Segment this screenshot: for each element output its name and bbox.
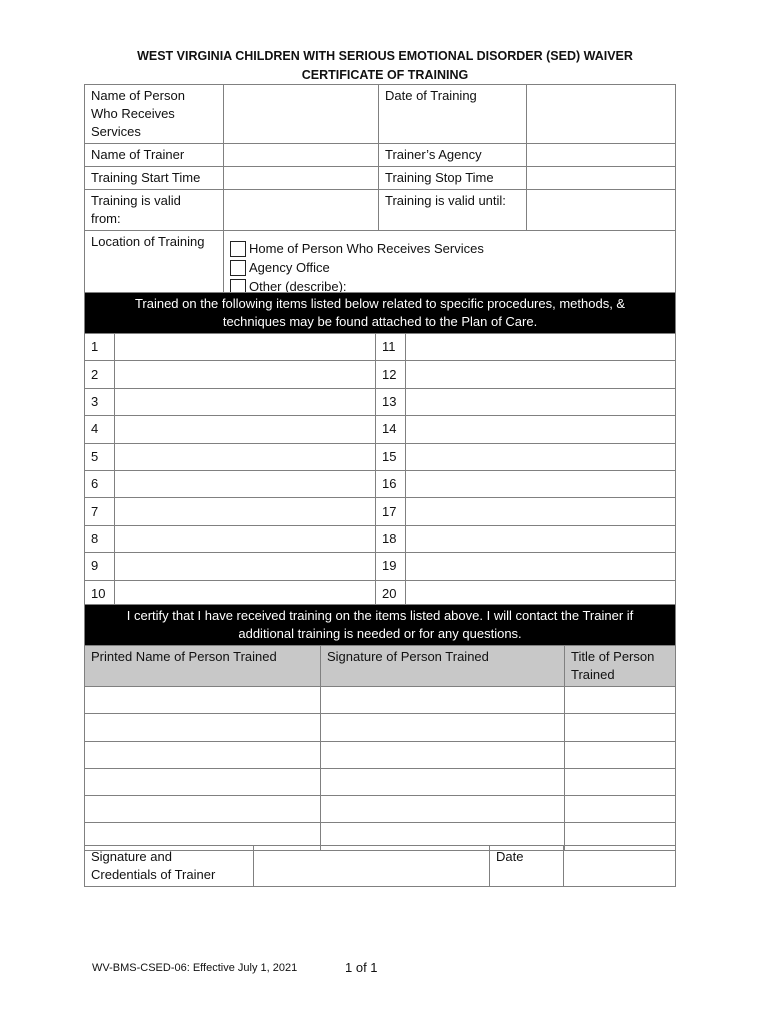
item-number-right: 15 — [376, 443, 406, 470]
trainee-row — [85, 714, 676, 741]
printed-name-field[interactable] — [85, 741, 321, 768]
item-number-left: 7 — [85, 498, 115, 525]
name-of-trainer-label: Name of Trainer — [85, 144, 224, 167]
item-row — [85, 416, 676, 443]
item-field-right[interactable] — [406, 525, 676, 552]
certify-band: I certify that I have received training on the items listed above. I will contact the Trainer if additional training is needed or for any questions. — [85, 605, 676, 646]
printed-name-header: Printed Name of Person Trained — [85, 646, 321, 687]
item-field-right[interactable] — [406, 416, 676, 443]
person-receives-services-label: Name of Person Who Receives Services — [85, 85, 224, 144]
signature-field[interactable] — [321, 714, 565, 741]
printed-name-field[interactable] — [85, 687, 321, 714]
item-number-left: 5 — [85, 443, 115, 470]
person-receives-services-field[interactable] — [224, 85, 379, 144]
printed-name-field[interactable] — [85, 714, 321, 741]
trainer-signature-table — [84, 845, 676, 887]
item-field-left[interactable] — [115, 388, 376, 415]
item-number-left: 2 — [85, 361, 115, 388]
item-number-left: 3 — [85, 388, 115, 415]
signature-field[interactable] — [321, 741, 565, 768]
trainee-row — [85, 768, 676, 795]
page-number: 1 of 1 — [345, 960, 378, 975]
item-number-right: 20 — [376, 580, 406, 607]
item-field-left[interactable] — [115, 443, 376, 470]
item-row — [85, 525, 676, 552]
item-number-left: 4 — [85, 416, 115, 443]
option-home-label: Home of Person Who Receives Services — [249, 240, 484, 256]
item-field-left[interactable] — [115, 416, 376, 443]
trainers-agency-label: Trainer’s Agency — [379, 144, 527, 167]
trainer-signature-field[interactable] — [254, 846, 490, 887]
form-title: WEST VIRGINIA CHILDREN WITH SERIOUS EMOTIONAL DISORDER (SED) WAIVER — [137, 49, 633, 63]
title-field[interactable] — [565, 796, 676, 823]
item-field-left[interactable] — [115, 470, 376, 497]
item-number-left: 1 — [85, 334, 115, 361]
name-of-trainer-field[interactable] — [224, 144, 379, 167]
training-info-table — [84, 84, 676, 304]
item-field-left[interactable] — [115, 361, 376, 388]
trainee-row — [85, 741, 676, 768]
trainee-row — [85, 687, 676, 714]
printed-name-field[interactable] — [85, 768, 321, 795]
training-items-table — [84, 292, 676, 608]
item-row — [85, 334, 676, 361]
signature-field[interactable] — [321, 687, 565, 714]
item-field-right[interactable] — [406, 388, 676, 415]
item-row — [85, 361, 676, 388]
option-other-label: Other (describe): _____ — [249, 278, 387, 294]
item-number-right: 17 — [376, 498, 406, 525]
item-number-right: 11 — [376, 334, 406, 361]
form-code-footer: WV-BMS-CSED-06: Effective July 1, 2021 — [92, 962, 298, 974]
item-field-left[interactable] — [115, 525, 376, 552]
item-number-left: 8 — [85, 525, 115, 552]
valid-from-label: Training is valid from: — [85, 190, 224, 231]
valid-from-field[interactable] — [224, 190, 379, 231]
training-stop-time-field[interactable] — [527, 167, 676, 190]
item-number-right: 14 — [376, 416, 406, 443]
item-field-right[interactable] — [406, 334, 676, 361]
trainee-table — [84, 604, 676, 851]
item-field-right[interactable] — [406, 361, 676, 388]
item-row — [85, 388, 676, 415]
item-field-right[interactable] — [406, 553, 676, 580]
trainer-signature-label: Signature and Credentials of Trainer — [85, 846, 254, 887]
checkbox-agency-office[interactable] — [230, 260, 246, 276]
option-agency-office-label: Agency Office — [249, 259, 330, 275]
trainers-agency-field[interactable] — [527, 144, 676, 167]
date-of-training-label: Date of Training — [379, 85, 527, 144]
item-number-left: 6 — [85, 470, 115, 497]
item-row — [85, 498, 676, 525]
item-field-left[interactable] — [115, 334, 376, 361]
valid-until-label: Training is valid until: — [379, 190, 527, 231]
title-field[interactable] — [565, 741, 676, 768]
item-field-right[interactable] — [406, 470, 676, 497]
item-number-left: 9 — [85, 553, 115, 580]
date-of-training-field[interactable] — [527, 85, 676, 144]
title-field[interactable] — [565, 714, 676, 741]
valid-until-field[interactable] — [527, 190, 676, 231]
trainer-date-label: Date — [490, 846, 564, 887]
signature-field[interactable] — [321, 768, 565, 795]
item-field-right[interactable] — [406, 498, 676, 525]
item-number-right: 12 — [376, 361, 406, 388]
item-number-left: 10 — [85, 580, 115, 607]
signature-field[interactable] — [321, 796, 565, 823]
item-field-left[interactable] — [115, 498, 376, 525]
item-row — [85, 470, 676, 497]
title-header: Title of Person Trained — [565, 646, 676, 687]
item-number-right: 19 — [376, 553, 406, 580]
item-field-right[interactable] — [406, 443, 676, 470]
training-stop-time-label: Training Stop Time — [379, 167, 527, 190]
signature-header: Signature of Person Trained — [321, 646, 565, 687]
checkbox-home[interactable] — [230, 241, 246, 257]
printed-name-field[interactable] — [85, 796, 321, 823]
item-row — [85, 553, 676, 580]
training-start-time-field[interactable] — [224, 167, 379, 190]
form-subtitle: CERTIFICATE OF TRAINING — [301, 68, 469, 82]
items-instruction-band: Trained on the following items listed below related to specific procedures, methods, & techniques may be found attached to the Plan of Care. — [85, 293, 676, 334]
training-start-time-label: Training Start Time — [85, 167, 224, 190]
item-field-left[interactable] — [115, 553, 376, 580]
title-field[interactable] — [565, 768, 676, 795]
item-row — [85, 443, 676, 470]
item-number-right: 18 — [376, 525, 406, 552]
item-number-right: 16 — [376, 470, 406, 497]
item-number-right: 13 — [376, 388, 406, 415]
title-field[interactable] — [565, 687, 676, 714]
location-of-training-label: Location of Training — [85, 231, 224, 304]
trainee-row — [85, 796, 676, 823]
trainer-date-field[interactable] — [564, 846, 676, 887]
